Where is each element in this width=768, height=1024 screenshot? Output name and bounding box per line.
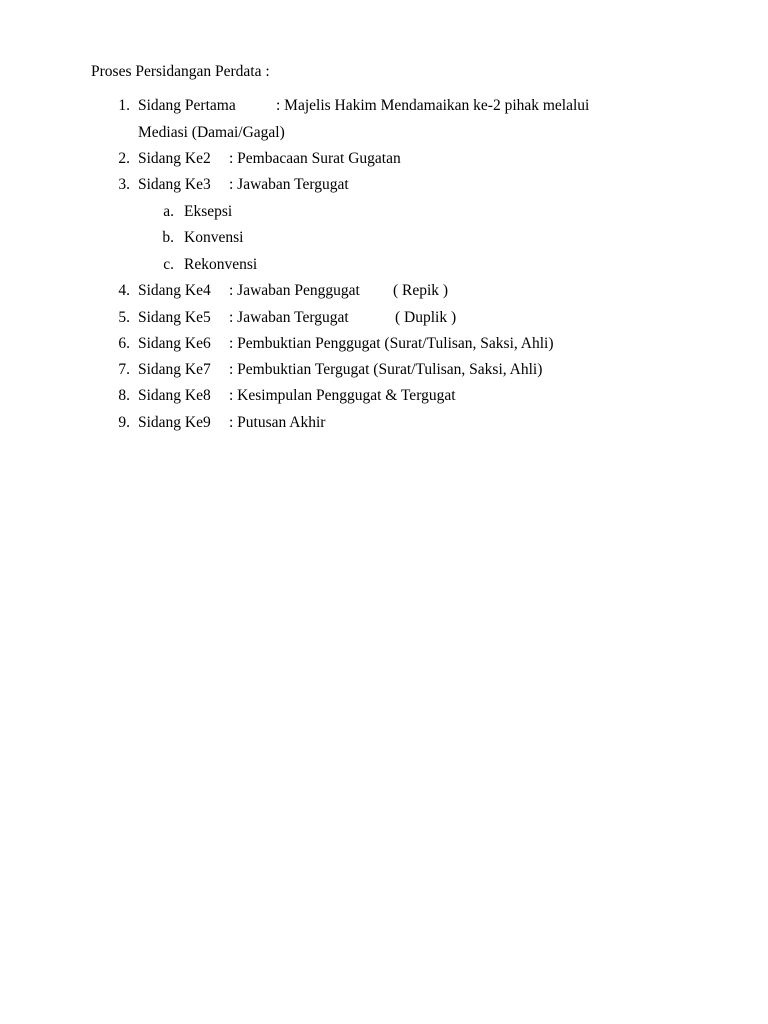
item-description: : Pembacaan Surat Gugatan (229, 150, 401, 167)
item-session: Sidang Pertama (138, 97, 236, 114)
subitem-text: Konvensi (184, 229, 244, 246)
item-description: : Pembuktian Tergugat (Surat/Tulisan, Saksi, Ahli) (229, 361, 543, 378)
item-description: : Majelis Hakim Mendamaikan ke-2 pihak melalui (276, 97, 590, 114)
subitem-text: Eksepsi (184, 203, 233, 220)
item-description: : Jawaban Penggugat (229, 282, 360, 299)
item-description: : Kesimpulan Penggugat & Tergugat (229, 387, 456, 404)
item-number: 6. (118, 335, 130, 352)
item-number: 3. (118, 176, 130, 193)
item-note: ( Duplik ) (395, 309, 457, 326)
item-session: Sidang Ke6 (138, 335, 211, 352)
item-number: 8. (118, 387, 130, 404)
subitem-letter: c. (163, 256, 174, 273)
item-number: 7. (118, 361, 130, 378)
subitem-text: Rekonvensi (184, 256, 258, 273)
item-description: : Putusan Akhir (229, 414, 326, 431)
item-session: Sidang Ke8 (138, 387, 211, 404)
item-number: 4. (118, 282, 130, 299)
item-session: Sidang Ke4 (138, 282, 211, 299)
item-session: Sidang Ke7 (138, 361, 211, 378)
item-number: 5. (118, 309, 130, 326)
subitem-letter: a. (163, 203, 174, 220)
item-continuation: Mediasi (Damai/Gagal) (138, 124, 285, 141)
item-session: Sidang Ke9 (138, 414, 211, 431)
item-number: 1. (118, 97, 130, 114)
item-description: : Pembuktian Penggugat (Surat/Tulisan, Saksi, Ahli) (229, 335, 554, 352)
subitem-letter: b. (162, 229, 174, 246)
item-number: 2. (118, 150, 130, 167)
item-note: ( Repik ) (393, 282, 449, 299)
item-session: Sidang Ke5 (138, 309, 211, 326)
document-title: Proses Persidangan Perdata : (91, 63, 270, 80)
item-description: : Jawaban Tergugat (229, 309, 349, 326)
item-number: 9. (118, 414, 130, 431)
item-description: : Jawaban Tergugat (229, 176, 349, 193)
item-session: Sidang Ke3 (138, 176, 211, 193)
item-session: Sidang Ke2 (138, 150, 211, 167)
